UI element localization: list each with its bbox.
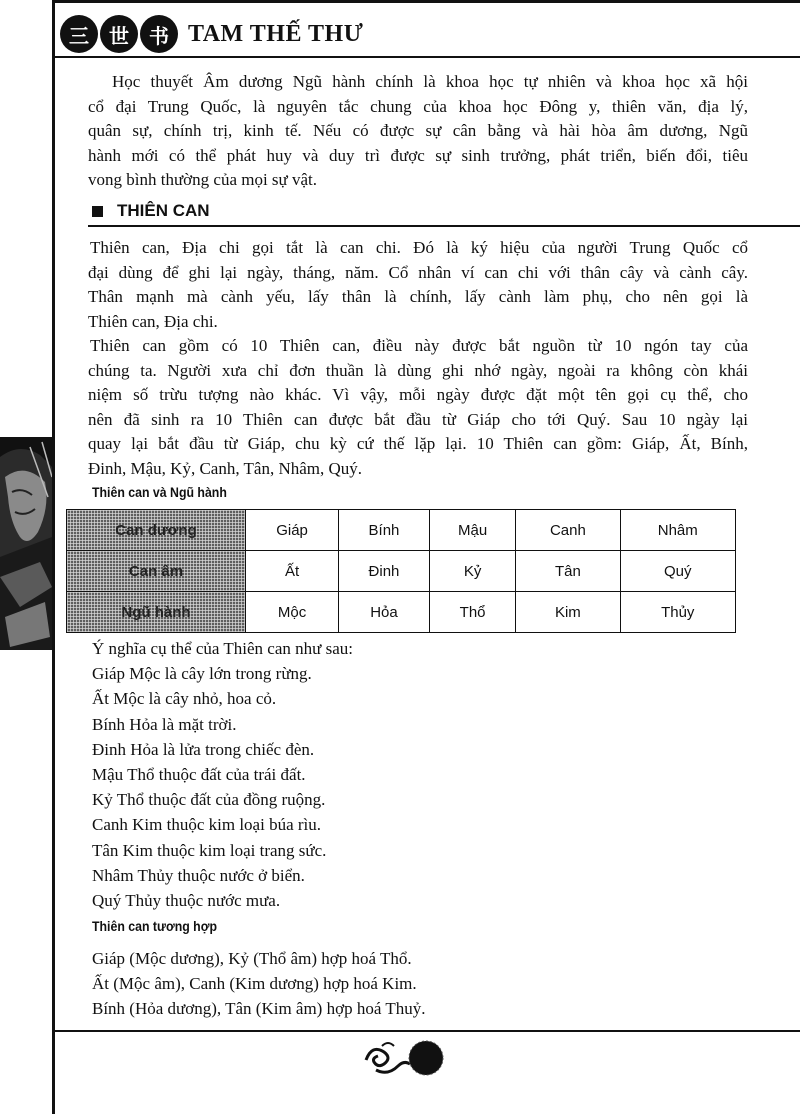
table-cell: Kim xyxy=(516,592,620,633)
text-line: đại dùng để ghi lại ngày, tháng, năm. Cổ nhân ví can chi với thân cây và cành cây. xyxy=(88,262,748,282)
page-left-border xyxy=(52,0,55,1114)
seal-icon: 书 xyxy=(140,15,178,53)
table-cell: Kỷ xyxy=(429,551,515,592)
thien-can-table xyxy=(66,509,736,633)
list-item: Kỷ Thổ thuộc đất của đồng ruộng. xyxy=(92,790,326,810)
row-header: Can dương xyxy=(67,510,246,551)
table-row xyxy=(67,510,736,551)
text-line: niệm số trừu tượng nào khác. Vì vậy, mỗi ngày được đặt một tên gọi cụ thể, cho xyxy=(88,385,748,404)
text-line: chúng ta. Người xưa chỉ đơn thuần là dùng ghi nhớ ngày, ngoài ra không còn khái xyxy=(88,360,748,380)
paragraph xyxy=(88,334,748,481)
table-cell: Thổ xyxy=(429,592,515,633)
text-line: Thiên can, Địa chi gọi tắt là can chi. Đó là ký hiệu của người Trung Quốc cổ xyxy=(90,238,748,257)
text-line: hành mới có thể phát huy và duy trì được sự sinh trưởng, phát triển, biến đổi, tiêu xyxy=(88,145,748,165)
table-cell: Bính xyxy=(339,510,430,551)
list-item: Nhâm Thủy thuộc nước ở biển. xyxy=(92,865,305,885)
header-divider xyxy=(52,56,800,58)
list-item: Tân Kim thuộc kim loại trang sức. xyxy=(92,840,327,860)
paragraph xyxy=(88,236,748,334)
warrior-illustration xyxy=(0,437,52,650)
dragon-ornament-icon xyxy=(362,1036,446,1080)
section-divider xyxy=(88,225,800,227)
list-item: Mậu Thổ thuộc đất của trái đất. xyxy=(92,765,306,785)
intro-paragraph xyxy=(88,70,748,193)
list-item: Ý nghĩa cụ thể của Thiên can như sau: xyxy=(92,639,353,658)
text-line: quân sự, chính trị, kinh tế. Nếu có được sự cân bằng và hài hòa âm dương, Ngũ xyxy=(88,121,748,140)
row-header: Ngũ hành xyxy=(67,592,246,633)
text-line: Học thuyết Âm dương Ngũ hành chính là khoa học tự nhiên và khoa học xã hội xyxy=(112,72,748,91)
book-title: TAM THẾ THƯ xyxy=(188,20,364,47)
section-heading xyxy=(92,201,210,221)
seal-icon: 世 xyxy=(100,15,138,53)
list-item: Bính (Hỏa dương), Tân (Kim âm) hợp hoá Thuỷ. xyxy=(92,999,426,1019)
table-cell: Mậu xyxy=(429,510,515,551)
table-cell: Hỏa xyxy=(339,592,430,633)
seal-icon: 三 xyxy=(60,15,98,53)
list-item: Ất (Mộc âm), Canh (Kim dương) hợp hoá Kim. xyxy=(92,974,417,994)
table-cell: Quý xyxy=(620,551,735,592)
text-line: Thiên can, Địa chi. xyxy=(88,311,218,331)
text-line: Thiên can gồm có 10 Thiên can, điều này được bắt nguồn từ 10 ngón tay của xyxy=(90,336,748,355)
square-bullet-icon xyxy=(92,206,103,217)
page-header xyxy=(60,14,363,54)
table-cell: Giáp xyxy=(246,510,339,551)
text-line: cổ đại Trung Quốc, là nguyên tắc chung của khoa học Đông y, thiên văn, địa lý, xyxy=(88,96,748,116)
section-title: THIÊN CAN xyxy=(117,201,210,220)
list-item: Bính Hỏa là mặt trời. xyxy=(92,714,237,734)
page-top-border xyxy=(52,0,800,3)
table-cell: Đinh xyxy=(339,551,430,592)
table-cell: Mộc xyxy=(246,592,339,633)
table-row xyxy=(67,592,736,633)
list-item: Canh Kim thuộc kim loại búa rìu. xyxy=(92,815,321,835)
footer-divider xyxy=(52,1030,800,1032)
text-line: Thân mạnh mà cành yếu, lấy thân là chính, lấy cành làm phụ, cho nên gọi là xyxy=(88,287,748,306)
list-item: Quý Thủy thuộc nước mưa. xyxy=(92,891,281,911)
text-line: quay lại bắt đầu từ Giáp, chu kỳ cứ thế lặp lại. 10 Thiên can gồm: Giáp, Ất, Bính, xyxy=(88,434,748,453)
table-cell: Ất xyxy=(246,551,339,592)
text-line: Đinh, Mậu, Kỷ, Canh, Tân, Nhâm, Quý. xyxy=(88,458,363,478)
text-line: nên đã sinh ra 10 Thiên can được bắt đầu từ Giáp cho tới Quý. Sau 10 ngày lại xyxy=(88,409,748,429)
row-header: Can âm xyxy=(67,551,246,592)
meaning-list xyxy=(92,636,353,913)
list-item: Ất Mộc là cây nhỏ, hoa cỏ. xyxy=(92,689,277,709)
table-cell: Canh xyxy=(516,510,620,551)
table-cell: Nhâm xyxy=(620,510,735,551)
subsection-title: Thiên can tương hợp xyxy=(92,918,218,934)
table-cell: Tân xyxy=(516,551,620,592)
table-row xyxy=(67,551,736,592)
list-item: Giáp Mộc là cây lớn trong rừng. xyxy=(92,664,312,684)
list-item: Giáp (Mộc dương), Kỷ (Thổ âm) hợp hoá Thổ. xyxy=(92,949,412,968)
text-line: vong bình thường của mọi sự vật. xyxy=(88,170,318,189)
table-title: Thiên can và Ngũ hành xyxy=(92,484,227,500)
list-item: Đinh Hỏa là lửa trong chiếc đèn. xyxy=(92,739,315,759)
table-cell: Thủy xyxy=(620,592,735,633)
combo-list xyxy=(92,946,425,1022)
